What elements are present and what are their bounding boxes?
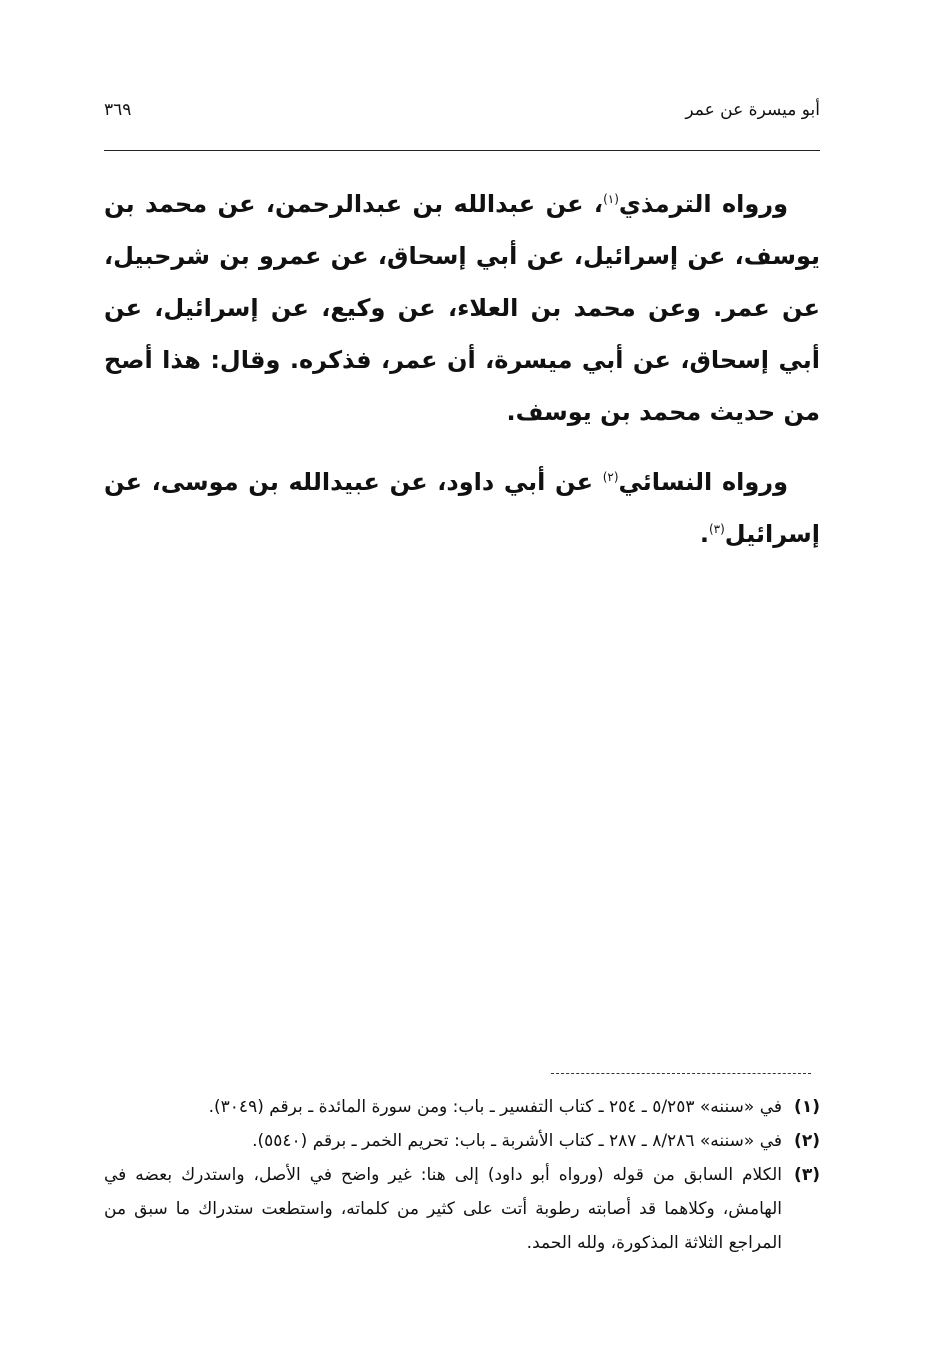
footnote-text: في «سننه» ٨/٢٨٦ ـ ٢٨٧ ـ كتاب الأشربة ـ باب: تحريم الخمر ـ برقم (٥٥٤٠). [252, 1131, 782, 1151]
footnote-3 [104, 1158, 820, 1260]
footnote-number: (٣) [794, 1165, 820, 1185]
footnote-2 [104, 1124, 820, 1158]
paragraph-1-lead: ورواه الترمذي [618, 190, 788, 218]
footnote-mark-2: (٢) [602, 470, 619, 484]
paragraph-2-end: . [699, 520, 709, 548]
paragraph-2 [104, 456, 820, 560]
footnote-text: في «سننه» ٥/٢٥٣ ـ ٢٥٤ ـ كتاب التفسير ـ باب: ومن سورة المائدة ـ برقم (٣٠٤٩). [208, 1097, 782, 1117]
main-text [104, 178, 820, 578]
footnote-text: الكلام السابق من قوله (ورواه أبو داود) إلى هنا: غير واضح في الأصل، واستدرك بعضه في الهامش، وكلاهما قد أصابته رطوبة أتت على كثير من كلماته، واستطعت ستدراك ما سبق من المراجع الثلاثة المذكورة، ولله الحمد. [104, 1165, 782, 1253]
paragraph-2-text: عن أبي داود، عن عبيدالله بن موسى، عن إسرائيل [104, 468, 820, 548]
header-rule [104, 150, 820, 151]
paragraph-1-text: ، عن عبدالله بن عبدالرحمن، عن محمد بن يوسف، عن إسرائيل، عن أبي إسحاق، عن عمرو بن شرحبيل، عن عمر. وعن محمد بن العلاء، عن وكيع، عن إسرائيل، عن أبي إسحاق، عن أبي ميسرة، أن عمر، فذكره. وقال: هذا أصح من حديث محمد بن يوسف. [104, 190, 820, 426]
page-number: ٣٦٩ [104, 100, 132, 120]
running-title: أبو ميسرة عن عمر [685, 100, 820, 120]
page-header [104, 96, 820, 136]
footnote-mark-3: (٣) [708, 522, 725, 536]
paragraph-2-lead: ورواه النسائي [618, 468, 788, 496]
paragraph-1 [104, 178, 820, 438]
footnotes [104, 1090, 820, 1260]
footnote-number: (٢) [794, 1131, 820, 1151]
footnote-separator [551, 1073, 811, 1074]
footnote-1 [104, 1090, 820, 1124]
footnote-number: (١) [794, 1097, 820, 1117]
footnote-mark-1: (١) [603, 192, 619, 206]
